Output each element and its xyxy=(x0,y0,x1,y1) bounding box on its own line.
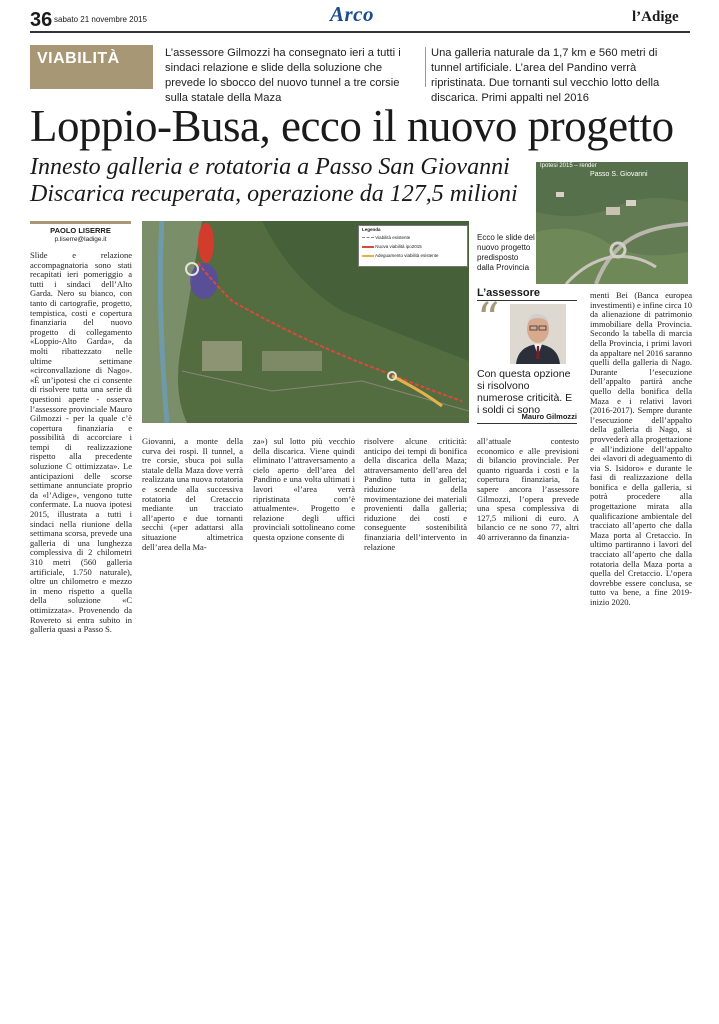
legend-item-new xyxy=(359,242,467,251)
legend-swatch xyxy=(362,255,374,257)
legend-item-existing xyxy=(359,233,467,242)
box-title: L’assessore xyxy=(477,287,540,299)
photo-place-label: Passo S. Giovanni xyxy=(590,171,648,178)
header-rule xyxy=(30,31,690,33)
body-column-4: risolvere alcune criticità: anticipo dei tempi di bonifica della discarica della Maza; attraversamento dell’area del Pandino tutta in galleria; riduzione della movimentazione dei materiali provenienti dalla galleria; riduzione dei costi e conseguente sostenibilità finanziaria dell’intervento in relazione xyxy=(364,436,467,552)
byline-rule xyxy=(30,221,131,224)
page-number: 36 xyxy=(30,9,53,31)
headline: Loppio-Busa, ecco il nuovo progetto xyxy=(30,101,674,151)
legend-item-upgrade xyxy=(359,251,467,260)
kicker-label: VIABILITÀ xyxy=(37,50,120,67)
summary-left: L’assessore Gilmozzi ha consegnato ieri a tutti i sindaci relazione e slide della soluzione che prevede lo sbocco del nuovo tunnel a tre corsie sulla statale della Maza xyxy=(165,47,401,104)
legend-swatch xyxy=(362,246,374,248)
body-column-1: Slide e relazione accompagnatoria sono stati recapitati ieri pomeriggio a tutti i sindaci dell’Alto Garda. Nero su bianco, con tanto di cartografie, progetto, tempistica, costi e copertura finanziaria del nuovo progetto di collegamento «Loppio-Alto Garda», da molti ribattezzato nelle ultime settimane «circonvallazione di Nago». «È un’ipotesi che ci consente di risolvere tutta una serie di questioni aperte - osserva l’assessore provinciale Mauro Gilmozzi - per la quale c’è copertura finanziaria e possibilità di accorciare i tempi di realizzazione rispetto alla precedente soluzione C ottimizzata». Le anticipazioni delle scorse settimane annunciate proprio da «l’Adige», vengono tutte confermate. La nuova ipotesi 2015, illustrata a tutti i sindaci nella riunione della settimana scorsa, prevede una galleria di una lunghezza complessiva di 2 chilometri 310 metri (560 galleria artificiale, 1.750 naturale), oltre un chilometro e mezzo in meno rispetto a quella della soluzione «C ottimizzata». Provenendo da Rovereto si entra subito in galleria quasi a Passo S. xyxy=(30,250,132,635)
portrait-graphic xyxy=(510,304,566,364)
subheadline-2: Discarica recuperata, operazione da 127,5 milioni xyxy=(30,181,518,207)
body-column-6: menti Bei (Banca europea investimenti) e infine circa 10 da alienazione di patrimonio immobiliare della Provincia. Secondo la tabella di marcia della Provincia, i primi lavori da appaltare nel 2016 saranno quelli della galleria di Nago. Durante l’esecuzione dell’appalto partirà anche quello della bonifica della Maza e i relativi lavori (2016-2017). Sempre durante l’esecuzione dell’appalto della galleria di Nago, si provvederà alla progettazione e all’indizione dell’appalto dei «lavori di adeguamento di via S. Isidoro» e durante le fasi di realizzazione della bonifica e della galleria, si potrà procedere alla progettazione mirata alla qualificazione ambientale del tracciato all’aperto che dalla Maza porta al Cretaccio. In ultimo partiranno i lavori del tracciato all’aperto che dalla rotatoria della Maza porta a quella del Cretaccio. L’opera dovrebbe essere conclusa, se tutto va bene, a fine 2019-inizio 2020. xyxy=(590,290,692,607)
body-column-2: Giovanni, a monte della curva dei rospi. Il tunnel, a tre corsie, sbuca poi sulla statale della Maza dove verrà realizzata una nuova rotatoria e scende alla successiva rotatoria del Cretaccio mediante un tracciato all’aperto e due tornanti secchi («per adattarsi alla situazione altimetrica dell’area della Ma- xyxy=(142,436,243,552)
aerial-render-photo xyxy=(536,162,688,284)
subheadline-1: Innesto galleria e rotatoria a Passo San Giovanni xyxy=(30,154,510,180)
newspaper-name: l’Adige xyxy=(632,9,679,25)
legend-swatch xyxy=(362,237,374,238)
box-bottom-rule xyxy=(477,423,577,424)
byline-author: PAOLO LISERRE xyxy=(50,226,111,235)
aerial-render-graphic xyxy=(536,162,688,284)
legend-label: Nuova viabilità ipo2015 xyxy=(375,244,422,249)
pull-quote: Con questa opzione si risolvono numerose criticità. E i soldi ci sono xyxy=(477,368,573,416)
summary-divider xyxy=(425,47,426,87)
kicker-box xyxy=(30,45,153,89)
legend-title: Legenda xyxy=(362,227,381,232)
quote-author: Mauro Gilmozzi xyxy=(521,412,577,421)
body-column-3: za») sul lotto più vecchio della discarica. Viene quindi eliminato l’attraversamento a cielo aperto dell’area del Pandino e una volta ultimati i lavori «l’area verrà ripristinata com’è attualmente». Progetto e relazione degli uffici provinciali sottolineano come questa opzione consente di xyxy=(253,436,355,542)
byline-email[interactable]: p.liserre@ladige.it xyxy=(54,236,107,243)
legend-label: Adeguamento viabilità esistente xyxy=(375,253,439,258)
issue-date: sabato 21 novembre 2015 xyxy=(54,15,147,24)
map-caption: Ecco le slide del nuovo progetto predisposto dalla Provincia xyxy=(477,233,535,272)
summary-right: Una galleria naturale da 1,7 km e 560 metri di tunnel artificiale. L’area del Pandino verrà ripristinata. Due tornanti sul vecchio lotto della discarica. Primi appalti nel 2016 xyxy=(431,47,660,104)
body-column-5: all’attuale contesto economico e alle previsioni di bilancio provinciale. Per quanto riguarda i costi e la copertura finanziaria, fa sapere ancora l’assessore Gilmozzi, l’opera prevede una spesa complessiva di 127,5 milioni di euro. A bilancio ce ne sono 77, altri 40 arriveranno da finanzia- xyxy=(477,436,579,542)
map-legend xyxy=(358,225,468,267)
photo-label: Ipotesi 2015 – render xyxy=(540,163,597,169)
legend-label: Viabilità esistente xyxy=(375,235,411,240)
portrait-photo xyxy=(510,304,566,364)
section-title: Arco xyxy=(330,2,374,26)
quote-mark-icon: “ xyxy=(477,294,500,345)
